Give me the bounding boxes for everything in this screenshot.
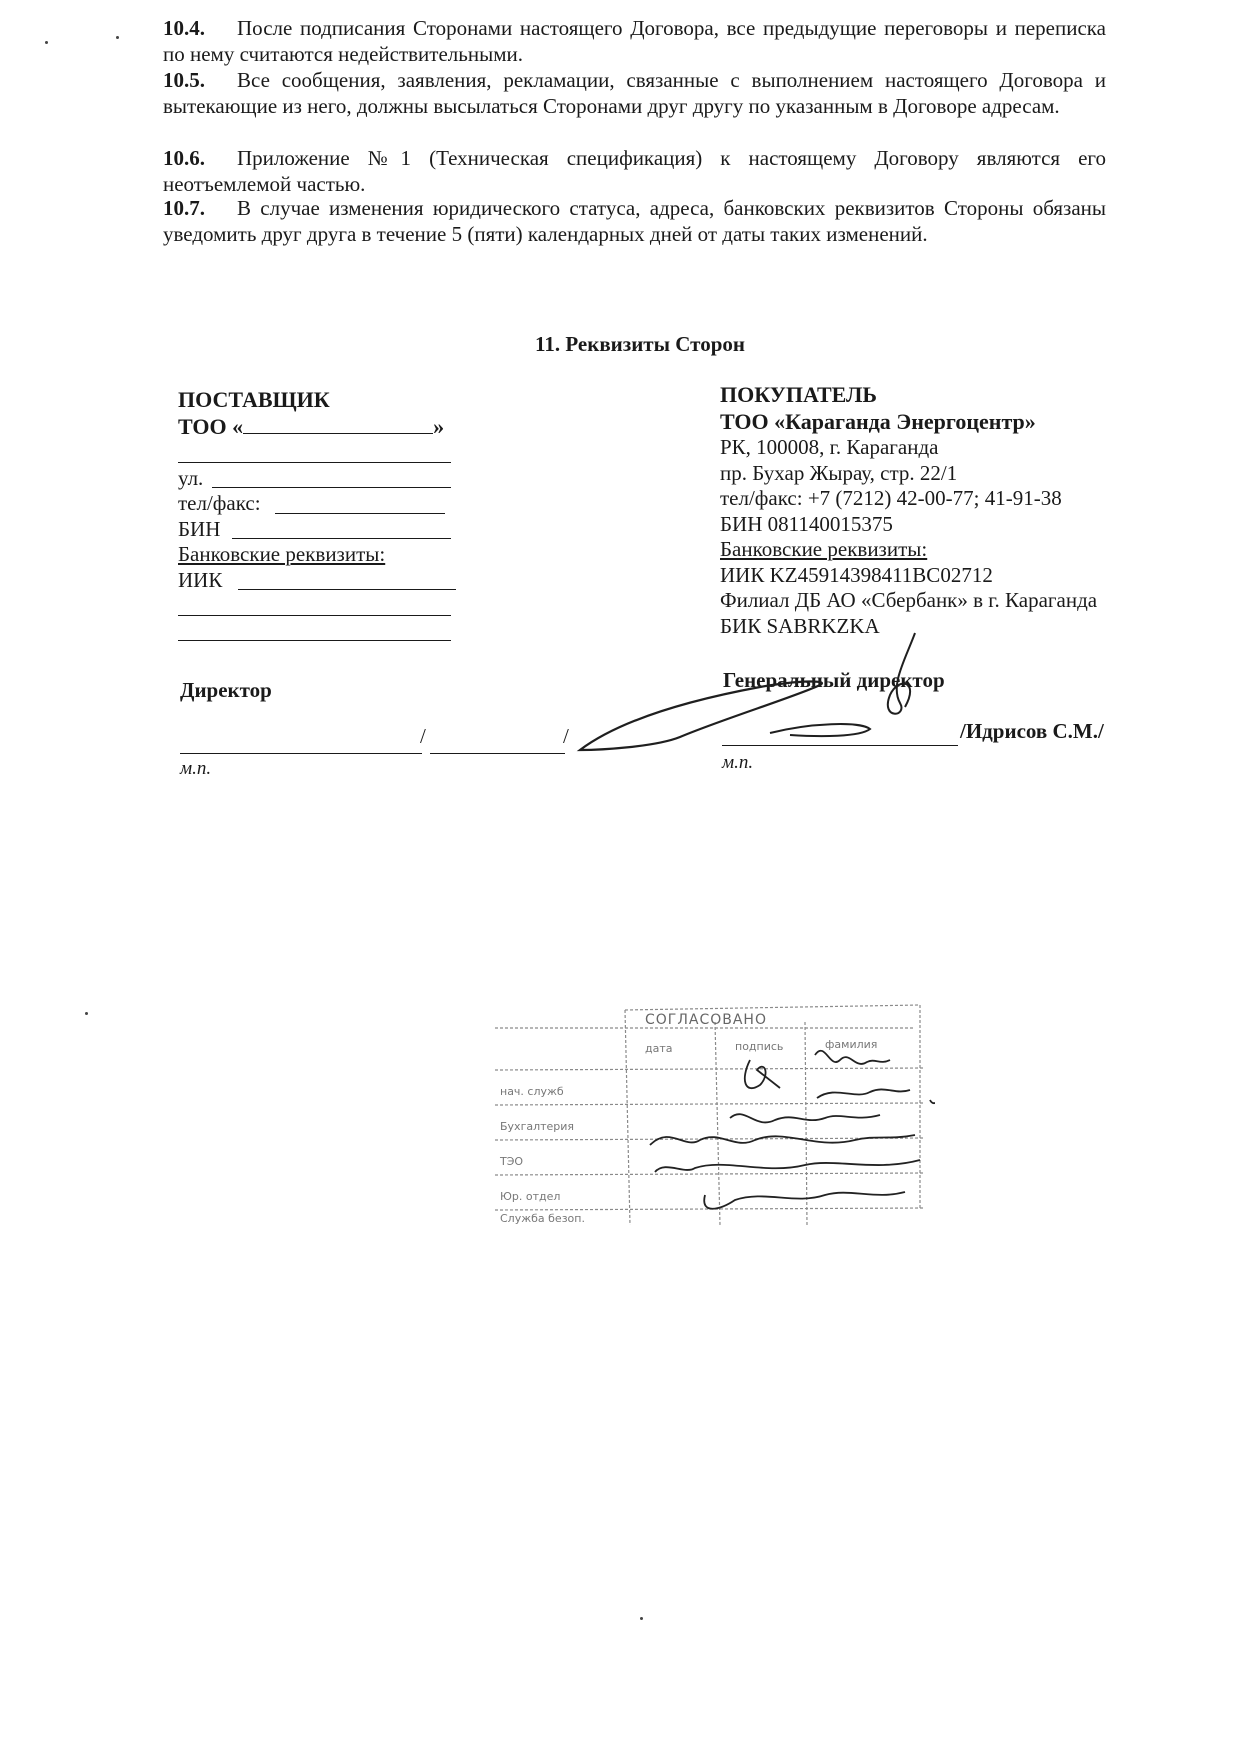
blank-line	[178, 615, 451, 616]
stamp-signatures	[495, 1000, 935, 1230]
bank-label: Банковские реквизиты:	[178, 542, 386, 566]
clause-number: 10.4.	[163, 16, 205, 40]
supplier-org-suffix: »	[433, 414, 445, 439]
buyer-phone: тел/факс: +7 (7212) 42-00-77; 41-91-38	[720, 486, 1062, 510]
blank-line	[238, 589, 456, 590]
director-signature	[560, 625, 960, 765]
supplier-street-row[interactable]	[178, 466, 478, 492]
scan-speck	[640, 1617, 643, 1620]
buyer-requisites	[720, 381, 1140, 639]
stamp-row: Служба безоп.	[500, 1212, 585, 1225]
stamp-row: ТЭО	[500, 1155, 524, 1168]
supplier-signature-line[interactable]	[180, 753, 422, 754]
clause-number: 10.6.	[163, 146, 205, 170]
buyer-address-1: РК, 100008, г. Караганда	[720, 435, 939, 459]
blank-line	[232, 538, 451, 539]
supplier-role: ПОСТАВЩИК	[178, 387, 330, 412]
buyer-iik: ИИК KZ45914398411BC02712	[720, 562, 993, 587]
supplier-director-label: Директор	[180, 678, 272, 702]
supplier-requisites	[178, 386, 478, 644]
supplier-org	[178, 413, 478, 440]
buyer-seal-place: м.п.	[722, 752, 754, 773]
scan-speck	[85, 1012, 88, 1015]
scan-speck	[45, 41, 48, 44]
clause-10-7	[163, 196, 1106, 247]
buyer-signer-name: /Идрисов С.М./	[960, 719, 1104, 743]
clause-text: Все сообщения, заявления, рекламации, связанные с выполнением настоящего Договора и вытекающие из него, должны высылаться Сторонами друг другу по указанным в Договоре адресам.	[163, 68, 1106, 118]
approval-stamp	[495, 1000, 935, 1230]
blank-line	[275, 513, 445, 514]
street-label: ул.	[178, 465, 204, 490]
supplier-org-blank[interactable]	[243, 415, 433, 434]
stamp-row: нач. служб	[500, 1085, 564, 1098]
buyer-address-2: пр. Бухар Жырау, стр. 22/1	[720, 460, 958, 485]
clause-text: После подписания Сторонами настоящего Договора, все предыдущие переговоры и переписка по нему считаются недействительными.	[163, 16, 1106, 66]
signature-slash: /	[420, 724, 426, 748]
clause-number: 10.5.	[163, 68, 205, 92]
stamp-title: СОГЛАСОВАНО	[645, 1012, 767, 1028]
supplier-blank-row[interactable]	[178, 619, 478, 645]
buyer-director-label: Генеральный директор	[723, 668, 945, 692]
clause-10-4	[163, 16, 1106, 67]
supplier-blank-row[interactable]	[178, 593, 478, 619]
supplier-name-line[interactable]	[430, 753, 565, 754]
blank-line	[212, 487, 451, 488]
scan-speck	[116, 36, 119, 39]
section-title: 11. Реквизиты Сторон	[535, 332, 745, 356]
iik-label: ИИК	[178, 567, 223, 592]
phone-label: тел/факс:	[178, 491, 261, 515]
supplier-iik-row[interactable]	[178, 568, 478, 594]
signature-slash: /	[563, 724, 569, 748]
supplier-bin-row[interactable]	[178, 517, 478, 543]
clause-10-5	[163, 68, 1106, 119]
clause-10-6	[163, 146, 1106, 197]
stamp-col-sign: подпись	[735, 1040, 784, 1053]
supplier-seal-place: м.п.	[180, 758, 212, 779]
stamp-row: Бухгалтерия	[500, 1120, 575, 1133]
supplier-bank-row	[178, 542, 478, 568]
clause-text: В случае изменения юридического статуса, адреса, банковских реквизитов Стороны обязаны уведомить друг друга в течение 5 (пяти) календарных дней от даты таких изменений.	[163, 196, 1106, 246]
buyer-branch: Филиал ДБ АО «Сбербанк» в г. Караганда	[720, 588, 1098, 612]
supplier-blank-row[interactable]	[178, 440, 478, 466]
bin-label: БИН	[178, 516, 221, 541]
blank-line	[178, 640, 451, 641]
buyer-bank-label: Банковские реквизиты:	[720, 537, 928, 561]
stamp-col-name: фамилия	[825, 1038, 878, 1051]
supplier-phone-row[interactable]	[178, 491, 478, 517]
stamp-row: Юр. отдел	[500, 1190, 561, 1203]
buyer-org: ТОО «Караганда Энергоцентр»	[720, 409, 1036, 434]
buyer-role: ПОКУПАТЕЛЬ	[720, 382, 877, 407]
supplier-org-prefix: ТОО «	[178, 414, 244, 439]
buyer-bin: БИН 081140015375	[720, 511, 893, 536]
clause-number: 10.7.	[163, 196, 205, 220]
blank-line	[178, 462, 451, 463]
buyer-bik: БИК SABRKZKA	[720, 613, 880, 638]
clause-text: Приложение №1 (Техническая спецификация) к настоящему Договору являются его неотъемлемой частью.	[163, 146, 1106, 196]
stamp-col-date: дата	[645, 1042, 673, 1055]
